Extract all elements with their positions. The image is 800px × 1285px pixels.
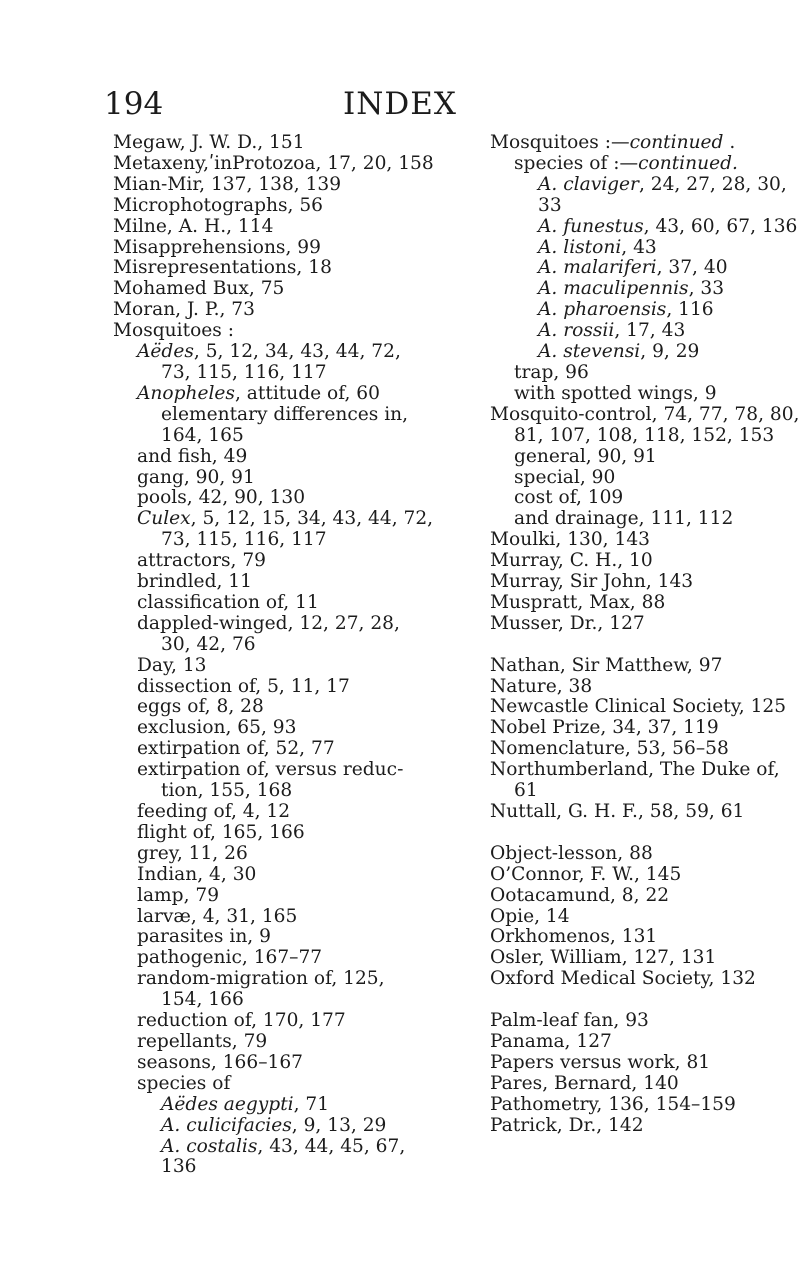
- index-entry: dissection of, 5, 11, 17: [137, 675, 350, 697]
- index-entry: Mosquitoes :—continued .: [490, 132, 736, 153]
- section-gap: [490, 635, 800, 656]
- index-entry: Milne, A. H., 114: [113, 215, 274, 237]
- index-entry: Mosquitoes :: [113, 320, 234, 342]
- index-entry: Musser, Dr., 127: [490, 612, 645, 634]
- index-entry: special, 90: [514, 466, 616, 488]
- index-entry: Mosquito-control, 74, 77, 78, 80,: [490, 403, 800, 425]
- index-entry: gang, 90, 91: [137, 466, 255, 488]
- index-entry: Pares, Bernard, 140: [490, 1072, 679, 1094]
- index-entry: A. pharoensis, 116: [538, 299, 714, 321]
- index-entry: Osler, William, 127, 131: [490, 947, 717, 969]
- index-entry: larvæ, 4, 31, 165: [137, 905, 298, 927]
- index-entry: extirpation of, versus reduc-: [137, 759, 404, 781]
- index-entry: Nomenclature, 53, 56–58: [490, 738, 729, 760]
- index-entry: Nobel Prize, 34, 37, 119: [490, 717, 719, 739]
- section-gap: [490, 823, 800, 844]
- index-entry: Patrick, Dr., 142: [490, 1114, 644, 1136]
- index-entry: 73, 115, 116, 117: [161, 529, 327, 551]
- index-entry: reduction of, 170, 177: [137, 1010, 346, 1032]
- index-entry: Northumberland, The Duke of,: [490, 759, 780, 781]
- index-entry: A. stevensi, 9, 29: [538, 341, 700, 363]
- index-entry: Nuttall, G. H. F., 58, 59, 61: [490, 800, 745, 822]
- index-entry: Misapprehensions, 99: [113, 236, 321, 258]
- index-entry: Mohamed Bux, 75: [113, 278, 285, 300]
- section-gap: [490, 990, 800, 1011]
- index-entry: 33: [538, 194, 562, 216]
- index-entry: A. listoni, 43: [538, 236, 657, 258]
- index-entry: Culex, 5, 12, 15, 34, 43, 44, 72,: [137, 508, 434, 530]
- index-entry: trap, 96: [514, 361, 589, 383]
- index-entry: Aëdes, 5, 12, 34, 43, 44, 72,: [137, 341, 401, 363]
- index-entry: feeding of, 4, 12: [137, 801, 291, 822]
- index-entry: random-migration of, 125,: [137, 968, 385, 990]
- index-entry: Indian, 4, 30: [137, 863, 257, 885]
- index-entry: Microphotographs, 56: [113, 194, 323, 216]
- index-entry: seasons, 166–167: [137, 1051, 303, 1073]
- index-column-left: [113, 133, 463, 1178]
- index-entry: flight of, 165, 166: [137, 821, 305, 843]
- index-entry: Misrepresentations, 18: [113, 257, 332, 279]
- index-entry: Orkhomenos, 131: [490, 926, 658, 948]
- index-entry: pathogenic, 167–77: [137, 947, 323, 969]
- index-entry: dappled-winged, 12, 27, 28,: [137, 612, 400, 634]
- index-entry: elementary differences in,: [161, 403, 409, 425]
- index-entry: 164, 165: [161, 424, 244, 446]
- index-entry: Object-lesson, 88: [490, 842, 653, 864]
- index-entry: brindled, 11: [137, 571, 252, 593]
- index-entry: Nathan, Sir Matthew, 97: [490, 654, 723, 676]
- index-entry: pools, 42, 90, 130: [137, 487, 306, 509]
- index-entry: A. malariferi, 37, 40: [538, 257, 728, 279]
- index-entry: A. claviger, 24, 27, 28, 30,: [538, 173, 787, 195]
- index-entry: A. culicifacies, 9, 13, 29: [161, 1114, 387, 1136]
- index-column-right: [490, 133, 800, 1136]
- index-entry: Moran, J. P., 73: [113, 299, 255, 321]
- index-entry: 30, 42, 76: [161, 633, 256, 655]
- index-entry: Nature, 38: [490, 675, 593, 697]
- index-entry: and fish, 49: [137, 445, 248, 467]
- index-entry: 61: [514, 780, 538, 802]
- index-entry: repellants, 79: [137, 1030, 268, 1052]
- index-entry: Mian-Mir, 137, 138, 139: [113, 173, 342, 195]
- index-entry: Panama, 127: [490, 1030, 612, 1052]
- index-entry: Moulki, 130, 143: [490, 529, 650, 551]
- index-entry: Palm-leaf fan, 93: [490, 1010, 649, 1032]
- index-entry: Oxford Medical Society, 132: [490, 968, 756, 990]
- index-entry: eggs of, 8, 28: [137, 696, 264, 718]
- index-entry: O’Connor, F. W., 145: [490, 863, 682, 885]
- index-entry: Newcastle Clinical Society, 125: [490, 696, 787, 718]
- index-entry: Day, 13: [137, 654, 207, 676]
- index-entry: A. costalis, 43, 44, 45, 67,: [161, 1135, 406, 1157]
- page-number: 194: [104, 86, 164, 122]
- index-entry: parasites in, 9: [137, 926, 271, 948]
- index-entry: Muspratt, Max, 88: [490, 591, 666, 613]
- index-entry: cost of, 109: [514, 487, 624, 509]
- index-entry: Papers versus work, 81: [490, 1051, 711, 1073]
- index-entry: with spotted wings, 9: [514, 382, 717, 404]
- index-entry: Anopheles, attitude of, 60: [137, 382, 380, 404]
- index-entry: lamp, 79: [137, 884, 220, 906]
- index-entry: Murray, Sir John, 143: [490, 571, 694, 593]
- index-entry: attractors, 79: [137, 550, 266, 572]
- index-entry: Ootacamund, 8, 22: [490, 884, 670, 906]
- index-entry: A. rossii, 17, 43: [538, 320, 686, 342]
- index-entry: Pathometry, 136, 154–159: [490, 1093, 736, 1115]
- index-entry: A. maculipennis, 33: [538, 278, 725, 300]
- index-entry: species of :—continued.: [514, 152, 738, 174]
- index-entry: Megaw, J. W. D., 151: [113, 132, 305, 153]
- index-entry: classification of, 11: [137, 591, 319, 613]
- index-entry: exclusion, 65, 93: [137, 717, 297, 739]
- index-entry: 136: [161, 1156, 197, 1178]
- page-title: INDEX: [343, 86, 457, 122]
- index-entry: 81, 107, 108, 118, 152, 153: [514, 424, 775, 446]
- index-entry: extirpation of, 52, 77: [137, 738, 335, 760]
- index-entry: A. funestus, 43, 60, 67, 136: [538, 215, 798, 237]
- index-entry: general, 90, 91: [514, 445, 657, 467]
- index-entry: Aëdes aegypti, 71: [161, 1093, 330, 1115]
- index-entry: grey, 11, 26: [137, 842, 248, 864]
- index-entry: Murray, C. H., 10: [490, 550, 653, 572]
- index-entry: tion, 155, 168: [161, 780, 293, 802]
- index-entry: species of: [137, 1072, 231, 1094]
- index-entry: 73, 115, 116, 117: [161, 361, 327, 383]
- index-entry: Metaxeny,ʹinProtozoa, 17, 20, 158: [113, 152, 434, 174]
- index-entry: and drainage, 111, 112: [514, 508, 734, 530]
- index-entry: 154, 166: [161, 989, 244, 1011]
- index-entry: Opie, 14: [490, 905, 570, 927]
